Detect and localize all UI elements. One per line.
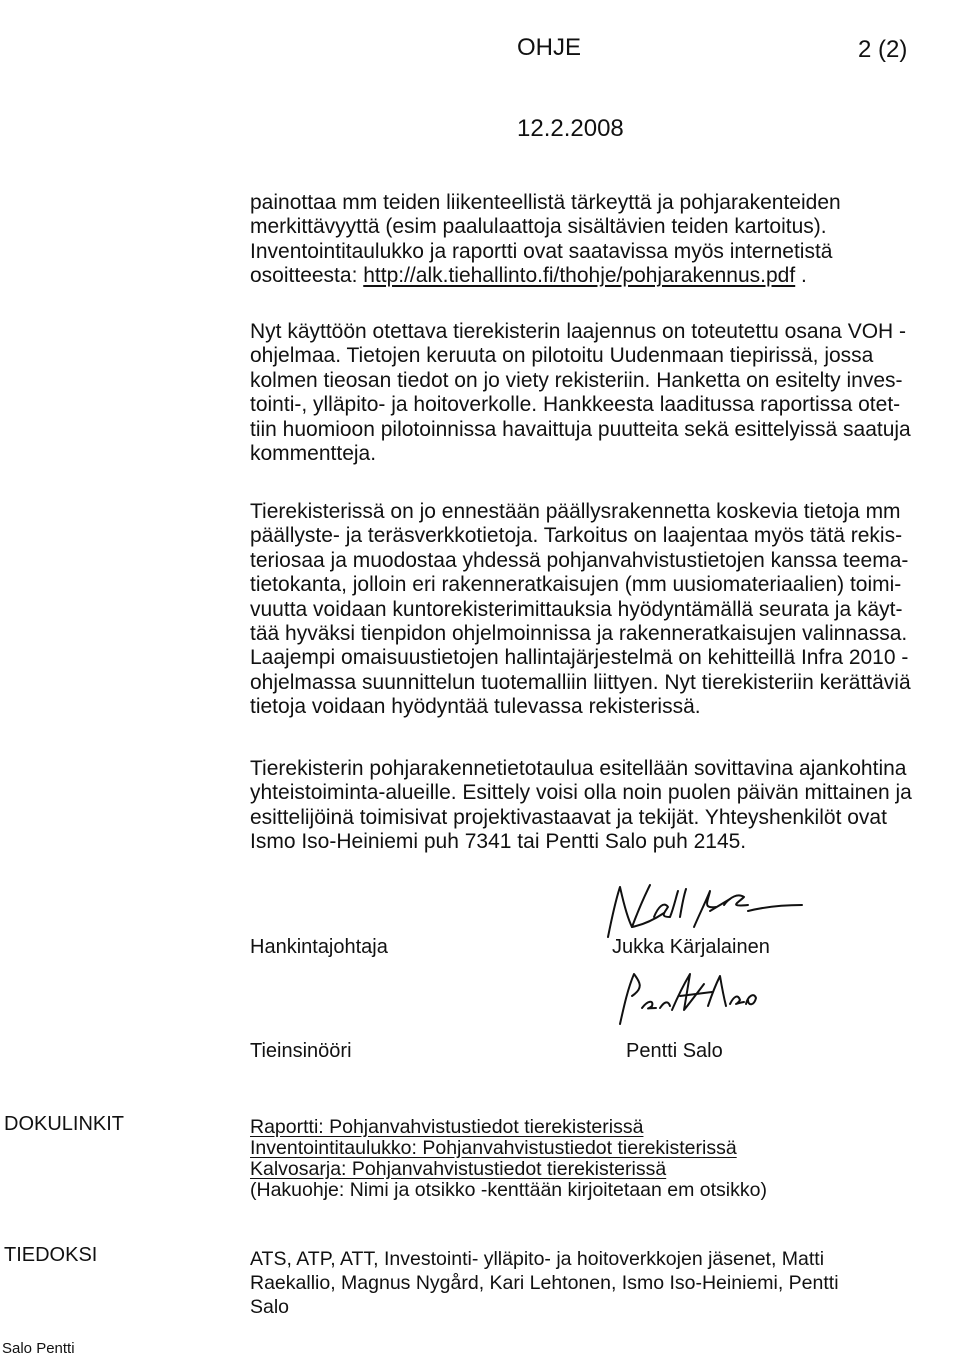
text-line: vuutta voidaan kuntorekisterimittauksia hyödyntämällä seurata ja käyt- bbox=[250, 597, 903, 621]
text-line: tointi-, ylläpito- ja hoitoverkolle. Hankkeesta laaditussa raportissa otet- bbox=[250, 393, 901, 417]
text-line bbox=[250, 264, 960, 288]
dokulinkit-label: DOKULINKIT bbox=[4, 1113, 125, 1135]
text-line: Ismo Iso-Heiniemi puh 7341 tai Pentti Salo puh 2145. bbox=[250, 830, 747, 854]
text-line: tietokanta, jolloin eri rakenneratkaisujen (mm uusiomateriaalien) toimi- bbox=[250, 573, 902, 597]
paragraph-1 bbox=[250, 191, 960, 289]
text-line: ATS, ATP, ATT, Investointi- ylläpito- ja hoitoverkkojen jäsenet, Matti bbox=[250, 1248, 825, 1270]
text-line: Salo bbox=[250, 1296, 290, 1318]
text-line: kolmen tieosan tiedot on jo viety rekisteriin. Hanketta on esitelty inves- bbox=[250, 368, 903, 392]
document-date: 12.2.2008 bbox=[517, 115, 624, 142]
paragraph-2 bbox=[250, 320, 960, 466]
search-instruction: (Hakuohje: Nimi ja otsikko -kenttään kirjoitetaan em otsikko) bbox=[250, 1179, 767, 1201]
text-line: Inventointitaulukko ja raportti ovat saatavissa myös internetistä bbox=[250, 239, 833, 263]
text-line: Tierekisterissä on jo ennestään päällysrakennetta koskevia tietoja mm bbox=[250, 500, 901, 523]
inventointitaulukko-link[interactable]: Inventointitaulukko: Pohjanvahvistustiedot tierekisterissä bbox=[250, 1137, 737, 1159]
text-line: ohjelmaa. Tietojen keruuta on pilotoitu Uudenmaan tiepirissä, jossa bbox=[250, 344, 874, 368]
signatory-2-name: Pentti Salo bbox=[626, 1040, 723, 1062]
dokulinkit-list bbox=[250, 1117, 767, 1201]
text-fragment: osoitteesta: bbox=[250, 264, 364, 288]
text-line: ohjelmassa suunnittelun tuotemalliin liittyen. Nyt tierekisteriin kerättäviä bbox=[250, 670, 911, 694]
signature-pentti-salo bbox=[612, 966, 762, 1028]
text-line: esittelijöinä toimisivat projektivastaavat ja tekijät. Yhteyshenkilöt ovat bbox=[250, 805, 887, 829]
text-line: Nyt käyttöön otettava tierekisterin laajennus on toteutettu osana VOH - bbox=[250, 320, 907, 343]
text-line: yhteistoiminta-alueille. Esittely voisi olla noin puolen päivän mittainen ja bbox=[250, 781, 912, 805]
pdf-link[interactable]: http://alk.tiehallinto.fi/thohje/pohjarakennus.pdf bbox=[363, 264, 796, 288]
signatory-1-name: Jukka Kärjalainen bbox=[612, 936, 770, 958]
text-line: painottaa mm teiden liikenteellistä tärkeyttä ja pohjarakenteiden bbox=[250, 191, 841, 214]
text-line: Laajempi omaisuustietojen hallintajärjestelmä on kehitteillä Infra 2010 - bbox=[250, 646, 909, 670]
raportti-link[interactable]: Raportti: Pohjanvahvistustiedot tierekisterissä bbox=[250, 1116, 644, 1138]
document-type: OHJE bbox=[517, 34, 582, 61]
text-line: tiin huomioon pilotoinnissa havaittuja puutteita sekä esittelyissä saatuja bbox=[250, 417, 911, 441]
tiedoksi-list bbox=[250, 1247, 839, 1319]
paragraph-3 bbox=[250, 500, 960, 720]
text-line: teriosaa ja muodostaa yhdessä pohjanvahvistustietojen kanssa teema- bbox=[250, 548, 909, 572]
signatory-1-title: Hankintajohtaja bbox=[250, 936, 388, 958]
text-line: Raekallio, Magnus Nygård, Kari Lehtonen, Ismo Iso-Heiniemi, Pentti bbox=[250, 1272, 839, 1294]
signatory-2-title: Tieinsinööri bbox=[250, 1040, 352, 1062]
kalvosarja-link[interactable]: Kalvosarja: Pohjanvahvistustiedot tierekisterissä bbox=[250, 1158, 667, 1180]
text-line: merkittävyyttä (esim paalulaattoja sisältävien teiden kartoitus). bbox=[250, 215, 827, 239]
page-number: 2 (2) bbox=[858, 36, 908, 63]
text-line: tietoja voidaan hyödyntää tulevassa rekisterissä. bbox=[250, 695, 701, 719]
text-line: tää hyväksi tienpidon ohjelmoinnissa ja rakenneratkaisujen valinnassa. bbox=[250, 621, 908, 645]
paragraph-4 bbox=[250, 757, 960, 855]
text-fragment: . bbox=[795, 264, 807, 288]
footer-author: Salo Pentti bbox=[2, 1340, 75, 1357]
text-line: kommentteja. bbox=[250, 441, 377, 465]
text-line: päällyste- ja teräsverkkotietoja. Tarkoitus on laajentaa myös tätä rekis- bbox=[250, 524, 903, 548]
text-line: Tierekisterin pohjarakennetietotaulua esitellään sovittavina ajankohtina bbox=[250, 757, 907, 780]
tiedoksi-label: TIEDOKSI bbox=[4, 1244, 98, 1266]
